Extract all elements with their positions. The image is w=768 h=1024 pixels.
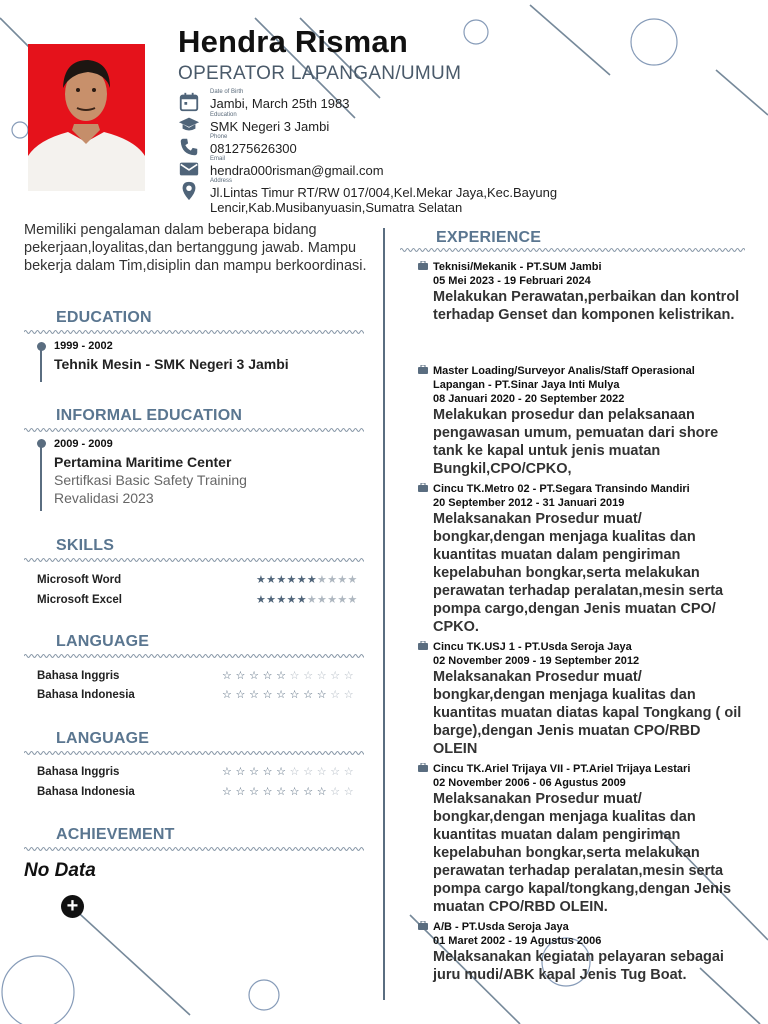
rating-star-icon: ☆ bbox=[316, 766, 327, 778]
rating-star-icon: ★ bbox=[256, 574, 267, 586]
skill-rating bbox=[256, 573, 358, 586]
experience-desc: Melaksanakan kegiatan pelayaran sebagai juru mudi/ABK kapal Jenis Tug Boat. bbox=[433, 949, 724, 983]
informal-education-desc: Sertifkasi Basic Safety Training Revalidasi 2023 bbox=[54, 472, 247, 506]
rating-star-icon: ☆ bbox=[235, 689, 246, 701]
rating-star-icon: ★ bbox=[347, 594, 358, 606]
experience-period: 02 November 2009 - 19 September 2012 bbox=[433, 655, 640, 667]
briefcase-icon bbox=[418, 921, 428, 930]
rating-star-icon: ★ bbox=[286, 574, 297, 586]
rating-star-icon: ☆ bbox=[303, 766, 314, 778]
rating-star-icon: ☆ bbox=[262, 766, 273, 778]
rating-star-icon: ☆ bbox=[276, 670, 287, 682]
language-row bbox=[37, 786, 364, 802]
contact-value: Jl.Lintas Timur RT/RW 017/004,Kel.Mekar Jaya,Kec.Bayung Lencir,Kab.Musibanyuasin,Sumatra Selatan bbox=[210, 185, 558, 215]
contact-label: Address bbox=[210, 178, 233, 184]
rating-star-icon: ★ bbox=[317, 574, 328, 586]
rating-star-icon: ☆ bbox=[262, 786, 273, 798]
experience-period: 02 November 2006 - 06 Agustus 2009 bbox=[433, 777, 626, 789]
experience-desc: Melakukan Perawatan,perbaikan dan kontrol terhadap Genset dan komponen kelistrikan. bbox=[433, 289, 740, 323]
experience-period: 20 September 2012 - 31 Januari 2019 bbox=[433, 497, 625, 509]
location-pin-icon bbox=[178, 180, 200, 202]
rating-star-icon: ☆ bbox=[330, 766, 341, 778]
rating-star-icon: ☆ bbox=[343, 689, 354, 701]
graduation-cap-icon bbox=[178, 114, 200, 136]
language-name: Bahasa Indonesia bbox=[37, 689, 135, 701]
section-underline bbox=[24, 426, 364, 434]
rating-star-icon: ★ bbox=[327, 574, 338, 586]
education-name: Tehnik Mesin - SMK Negeri 3 Jambi bbox=[54, 356, 289, 372]
rating-star-icon: ★ bbox=[337, 574, 348, 586]
rating-star-icon: ☆ bbox=[222, 786, 233, 798]
language-name: Bahasa Indonesia bbox=[37, 786, 135, 798]
rating-star-icon: ☆ bbox=[289, 689, 300, 701]
rating-star-icon: ☆ bbox=[235, 786, 246, 798]
rating-star-icon: ★ bbox=[256, 594, 267, 606]
experience-period: 08 Januari 2020 - 20 September 2022 bbox=[433, 393, 625, 405]
contact-address bbox=[178, 178, 630, 215]
language-row bbox=[37, 670, 364, 686]
section-underline bbox=[24, 749, 364, 757]
rating-star-icon: ☆ bbox=[316, 670, 327, 682]
rating-star-icon: ☆ bbox=[343, 786, 354, 798]
experience-title bbox=[433, 364, 748, 478]
language-rating bbox=[222, 688, 354, 701]
experience-role: Master Loading/Surveyor Analis/Staff Operasional Lapangan - PT.Sinar Jaya Inti Mulya bbox=[433, 365, 695, 391]
rating-star-icon: ☆ bbox=[222, 670, 233, 682]
contact-value: hendra000risman@gmail.com bbox=[210, 163, 384, 178]
profile-summary: Memiliki pengalaman dalam beberapa bidang pekerjaan,loyalitas,dan bertanggung jawab. Mampu bekerja dalam Tim,disiplin dan mampu berkoordinasi. bbox=[24, 222, 367, 274]
section-title-language: LANGUAGE bbox=[56, 730, 150, 747]
language-row bbox=[37, 766, 364, 782]
informal-education-name: Pertamina Maritime Center bbox=[54, 454, 232, 470]
rating-star-icon: ★ bbox=[286, 594, 297, 606]
rating-star-icon: ☆ bbox=[343, 766, 354, 778]
education-period: 1999 - 2002 bbox=[54, 340, 113, 352]
experience-role: Teknisi/Mekanik - PT.SUM Jambi bbox=[433, 261, 602, 273]
rating-star-icon: ☆ bbox=[343, 670, 354, 682]
rating-star-icon: ★ bbox=[347, 574, 358, 586]
contact-label: Date of Birth bbox=[210, 89, 244, 95]
rating-star-icon: ☆ bbox=[249, 689, 260, 701]
email-icon bbox=[178, 158, 200, 180]
rating-star-icon: ★ bbox=[296, 594, 307, 606]
contact-email bbox=[178, 156, 384, 178]
phone-icon bbox=[178, 136, 200, 158]
contact-label: Education bbox=[210, 112, 237, 118]
briefcase-icon bbox=[418, 763, 428, 772]
contact-value: SMK Negeri 3 Jambi bbox=[210, 119, 330, 134]
experience-period: 05 Mei 2023 - 19 Februari 2024 bbox=[433, 275, 591, 287]
rating-star-icon: ☆ bbox=[262, 670, 273, 682]
profile-photo bbox=[28, 44, 145, 191]
rating-star-icon: ☆ bbox=[276, 786, 287, 798]
section-underline bbox=[24, 845, 364, 853]
section-title-achievement: ACHIEVEMENT bbox=[56, 826, 175, 843]
contact-education bbox=[178, 112, 329, 134]
rating-star-icon: ☆ bbox=[222, 689, 233, 701]
rating-star-icon: ☆ bbox=[316, 786, 327, 798]
rating-star-icon: ☆ bbox=[235, 766, 246, 778]
rating-star-icon: ☆ bbox=[303, 689, 314, 701]
section-underline bbox=[24, 652, 364, 660]
experience-desc: Melaksanakan Prosedur muat/ bongkar,dengan menjaga kualitas dan kuantitas muatan diatas kapal Tongkang ( oil barge),dengan Jenis muatan CPO/RBD OLEIN bbox=[433, 669, 742, 757]
experience-title bbox=[433, 260, 748, 324]
briefcase-icon bbox=[418, 365, 428, 374]
rating-star-icon: ☆ bbox=[289, 766, 300, 778]
section-title-education: EDUCATION bbox=[56, 309, 152, 326]
rating-star-icon: ☆ bbox=[235, 670, 246, 682]
experience-title bbox=[433, 920, 748, 984]
column-divider bbox=[383, 228, 385, 1000]
contact-date-of-birth bbox=[178, 89, 349, 111]
skill-row bbox=[37, 594, 364, 610]
language-rating bbox=[222, 669, 354, 682]
rating-star-icon: ☆ bbox=[249, 786, 260, 798]
briefcase-icon bbox=[418, 483, 428, 492]
language-name: Bahasa Inggris bbox=[37, 670, 120, 682]
language-rating bbox=[222, 765, 354, 778]
timeline-line bbox=[40, 346, 42, 382]
experience-title bbox=[433, 640, 748, 758]
rating-star-icon: ☆ bbox=[276, 766, 287, 778]
informal-education-period: 2009 - 2009 bbox=[54, 438, 113, 450]
rating-star-icon: ☆ bbox=[276, 689, 287, 701]
rating-star-icon: ☆ bbox=[316, 689, 327, 701]
rating-star-icon: ☆ bbox=[330, 689, 341, 701]
section-title-skills: SKILLS bbox=[56, 537, 115, 554]
skill-name: Microsoft Excel bbox=[37, 594, 122, 606]
briefcase-icon bbox=[418, 261, 428, 270]
experience-role: A/B - PT.Usda Seroja Jaya bbox=[433, 921, 569, 933]
experience-desc: Melaksanakan Prosedur muat/ bongkar,dengan menjaga kualitas dan kuantitas muatan dalam pengiriman kepelabuhan bongkar,serta melakukan perawatan terhadap peralatan,mesin serta pompa cargo kapal/tongkang,dengan Jenis muatan CPO/RBD OLEIN. bbox=[433, 791, 732, 915]
contact-label: Email bbox=[210, 156, 226, 162]
timeline-line bbox=[40, 443, 42, 511]
rating-star-icon: ☆ bbox=[303, 786, 314, 798]
rating-star-icon: ☆ bbox=[330, 786, 341, 798]
contact-value: 081275626300 bbox=[210, 141, 297, 156]
rating-star-icon: ★ bbox=[306, 594, 318, 606]
rating-star-icon: ★ bbox=[276, 594, 287, 606]
skill-rating bbox=[256, 593, 358, 606]
briefcase-icon bbox=[418, 641, 428, 650]
rating-star-icon: ★ bbox=[306, 574, 318, 586]
calendar-icon bbox=[178, 91, 200, 113]
rating-star-icon: ☆ bbox=[249, 670, 260, 682]
language-rating bbox=[222, 785, 354, 798]
rating-star-icon: ★ bbox=[266, 594, 277, 606]
section-underline bbox=[24, 328, 364, 336]
language-name: Bahasa Inggris bbox=[37, 766, 120, 778]
experience-role: Cincu TK.Ariel Trijaya VII - PT.Ariel Trijaya Lestari bbox=[433, 763, 691, 775]
candidate-name: Hendra Risman bbox=[178, 24, 408, 59]
contact-phone bbox=[178, 134, 297, 156]
experience-desc: Melakukan prosedur dan pelaksanaan pengawasan umum, pemuatan dari shore tank ke kapal untuk jenis muatan Bungkil,CPO/CPKO, bbox=[433, 407, 719, 477]
experience-role: Cincu TK.Metro 02 - PT.Segara Transindo Mandiri bbox=[433, 483, 690, 495]
experience-period: 01 Maret 2002 - 19 Agustus 2006 bbox=[433, 935, 602, 947]
experience-desc: Melaksanakan Prosedur muat/ bongkar,dengan menjaga kualitas dan kuantitas muatan dalam pengiriman kepelabuhan bongkar,serta melakukan perawatan terhadap peralatan,mesin serta pompa cargo,dengan Jenis muatan CPO/ CPKO. bbox=[433, 511, 724, 635]
achievement-empty-text: No Data bbox=[24, 860, 96, 881]
rating-star-icon: ★ bbox=[317, 594, 328, 606]
rating-star-icon: ☆ bbox=[222, 766, 233, 778]
section-title-experience: EXPERIENCE bbox=[436, 229, 542, 246]
contact-label: Phone bbox=[210, 134, 228, 140]
rating-star-icon: ★ bbox=[276, 574, 287, 586]
experience-role: Cincu TK.USJ 1 - PT.Usda Seroja Jaya bbox=[433, 641, 632, 653]
language-row bbox=[37, 689, 364, 705]
rating-star-icon: ☆ bbox=[262, 689, 273, 701]
rating-star-icon: ☆ bbox=[249, 766, 260, 778]
rating-star-icon: ★ bbox=[337, 594, 348, 606]
experience-title bbox=[433, 482, 748, 636]
add-achievement-button[interactable]: + bbox=[61, 895, 84, 918]
rating-star-icon: ★ bbox=[296, 574, 307, 586]
skill-row bbox=[37, 574, 364, 590]
rating-star-icon: ★ bbox=[266, 574, 277, 586]
section-underline bbox=[400, 246, 745, 254]
section-underline bbox=[24, 556, 364, 564]
rating-star-icon: ☆ bbox=[289, 670, 300, 682]
experience-title bbox=[433, 762, 748, 916]
section-title-language: LANGUAGE bbox=[56, 633, 150, 650]
rating-star-icon: ☆ bbox=[289, 786, 300, 798]
section-title-informal-education: INFORMAL EDUCATION bbox=[56, 407, 243, 424]
rating-star-icon: ★ bbox=[327, 594, 338, 606]
contact-value: Jambi, March 25th 1983 bbox=[210, 96, 350, 111]
rating-star-icon: ☆ bbox=[303, 670, 314, 682]
skill-name: Microsoft Word bbox=[37, 574, 122, 586]
rating-star-icon: ☆ bbox=[330, 670, 341, 682]
job-title: OPERATOR LAPANGAN/UMUM bbox=[178, 63, 462, 84]
